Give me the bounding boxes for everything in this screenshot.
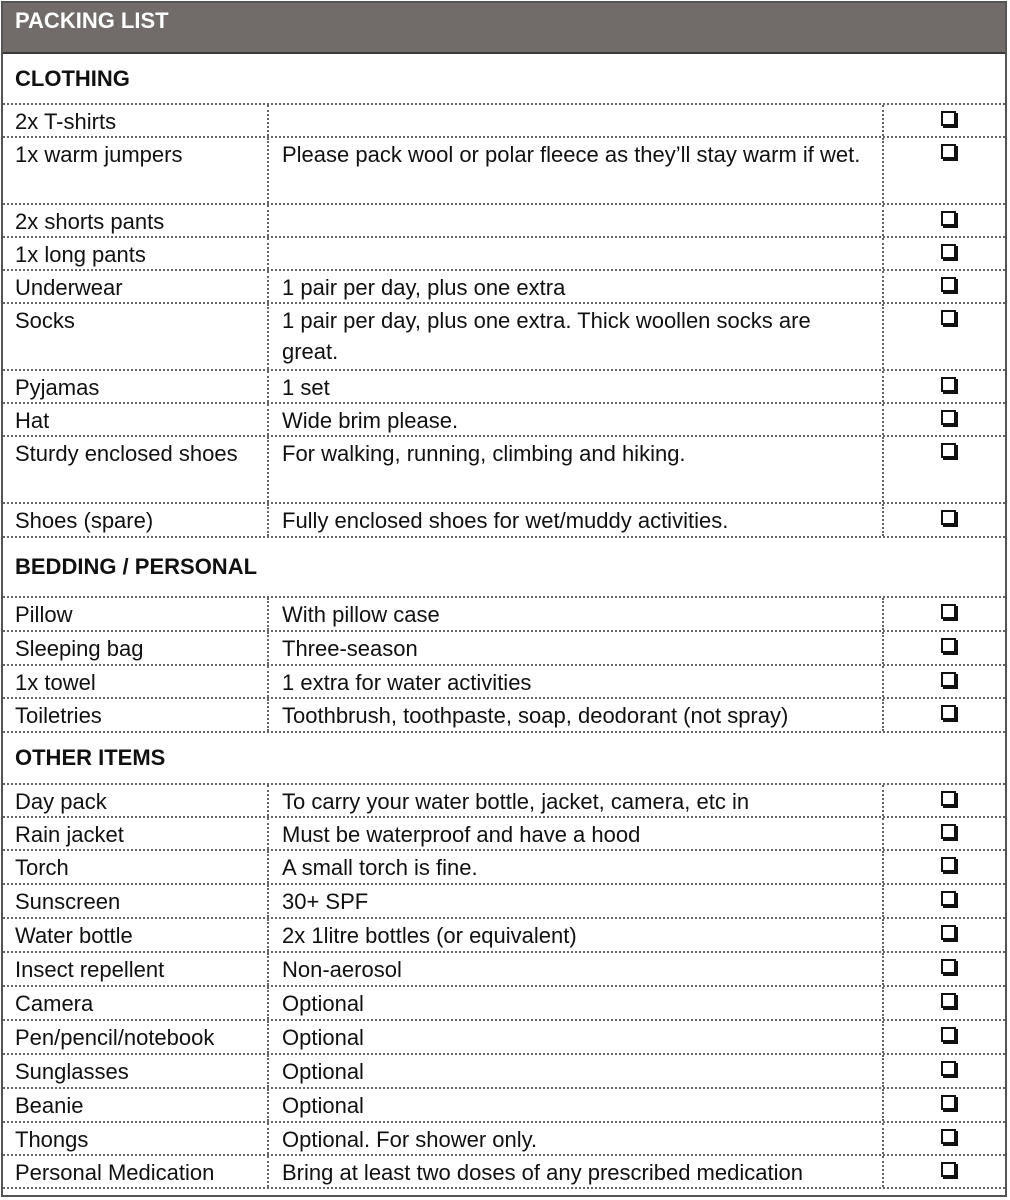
table-row [3,138,1005,205]
item-note: 1 extra for water activities [269,666,884,697]
item-name: Sleeping bag [3,632,269,664]
table-row [3,699,1005,733]
item-name: Hat [3,404,269,435]
table-row [3,919,1005,953]
checkbox-cell [884,666,1005,697]
checkbox-icon[interactable] [941,791,956,806]
checkbox-icon[interactable] [941,604,956,619]
item-name: Beanie [3,1089,269,1121]
item-note [269,205,884,236]
table-row [3,1089,1005,1123]
item-name: Torch [3,851,269,883]
table-row [3,1123,1005,1156]
checkbox-icon[interactable] [941,857,956,872]
checkbox-icon[interactable] [941,891,956,906]
table-row [3,885,1005,919]
item-name: Rain jacket [3,818,269,849]
item-note: Must be waterproof and have a hood [269,818,884,849]
table-row [3,818,1005,851]
item-name: 1x towel [3,666,269,697]
checkbox-cell [884,105,1005,136]
item-note: 1 pair per day, plus one extra. Thick woollen socks are great. [269,304,884,369]
checkbox-icon[interactable] [941,377,956,392]
item-note: 2x 1litre bottles (or equivalent) [269,919,884,951]
checkbox-icon[interactable] [941,925,956,940]
packing-list-table [1,1,1007,1197]
table-row [3,271,1005,304]
checkbox-cell [884,1123,1005,1154]
checkbox-icon[interactable] [941,959,956,974]
section-heading: OTHER ITEMS [3,733,1005,785]
item-note: Optional [269,987,884,1019]
checkbox-icon[interactable] [941,672,956,687]
checkbox-cell [884,304,1005,369]
item-note: Optional [269,1089,884,1121]
item-note: A small torch is fine. [269,851,884,883]
checkbox-icon[interactable] [941,1027,956,1042]
item-note: 30+ SPF [269,885,884,917]
item-name: Water bottle [3,919,269,951]
checkbox-cell [884,238,1005,269]
item-note: Optional [269,1021,884,1053]
table-row [3,371,1005,404]
item-name: 1x long pants [3,238,269,269]
section-heading: CLOTHING [3,54,1005,105]
item-note: 1 pair per day, plus one extra [269,271,884,302]
table-row [3,598,1005,632]
item-name: 1x warm jumpers [3,138,269,203]
item-name: Pillow [3,598,269,630]
checkbox-cell [884,785,1005,816]
table-body [3,54,1005,1189]
item-name: Shoes (spare) [3,504,269,536]
item-name: Underwear [3,271,269,302]
item-note: 1 set [269,371,884,402]
checkbox-icon[interactable] [941,638,956,653]
table-row [3,504,1005,538]
page-title: PACKING LIST [3,3,1005,54]
table-row [3,404,1005,437]
checkbox-cell [884,851,1005,883]
item-name: Insect repellent [3,953,269,985]
checkbox-icon[interactable] [941,277,956,292]
table-row [3,437,1005,504]
checkbox-cell [884,632,1005,664]
checkbox-icon[interactable] [941,211,956,226]
item-note: Non-aerosol [269,953,884,985]
item-note: Bring at least two doses of any prescribed medication [269,1156,884,1187]
item-name: Sunglasses [3,1055,269,1087]
checkbox-cell [884,404,1005,435]
table-row [3,1021,1005,1055]
checkbox-cell [884,699,1005,731]
item-name: Day pack [3,785,269,816]
checkbox-icon[interactable] [941,443,956,458]
item-note: Fully enclosed shoes for wet/muddy activities. [269,504,884,536]
item-name: Toiletries [3,699,269,731]
item-note: With pillow case [269,598,884,630]
item-note: Optional [269,1055,884,1087]
checkbox-icon[interactable] [941,705,956,720]
checkbox-icon[interactable] [941,510,956,525]
checkbox-cell [884,1156,1005,1187]
item-note: Toothbrush, toothpaste, soap, deodorant (not spray) [269,699,884,731]
checkbox-cell [884,818,1005,849]
table-row [3,632,1005,666]
table-row [3,953,1005,987]
checkbox-cell [884,504,1005,536]
item-name: Pen/pencil/notebook [3,1021,269,1053]
item-name: Pyjamas [3,371,269,402]
checkbox-icon[interactable] [941,111,956,126]
item-note [269,238,884,269]
checkbox-icon[interactable] [941,244,956,259]
table-row [3,238,1005,271]
checkbox-icon[interactable] [941,1129,956,1144]
table-row [3,304,1005,371]
checkbox-cell [884,919,1005,951]
checkbox-cell [884,1021,1005,1053]
item-name: Thongs [3,1123,269,1154]
table-row [3,1055,1005,1089]
checkbox-cell [884,953,1005,985]
checkbox-icon[interactable] [941,144,956,159]
checkbox-icon[interactable] [941,1162,956,1177]
item-name: Socks [3,304,269,369]
table-row [3,851,1005,885]
item-name: 2x shorts pants [3,205,269,236]
checkbox-icon[interactable] [941,993,956,1008]
checkbox-cell [884,371,1005,402]
checkbox-cell [884,138,1005,203]
checkbox-icon[interactable] [941,824,956,839]
checkbox-icon[interactable] [941,310,956,325]
checkbox-icon[interactable] [941,410,956,425]
checkbox-cell [884,987,1005,1019]
checkbox-cell [884,598,1005,630]
item-name: 2x T-shirts [3,105,269,136]
item-note: Please pack wool or polar fleece as they’ll stay warm if wet. [269,138,884,203]
item-note: Optional. For shower only. [269,1123,884,1154]
table-row [3,785,1005,818]
table-row [3,666,1005,699]
item-name: Sunscreen [3,885,269,917]
item-name: Sturdy enclosed shoes [3,437,269,502]
section-heading: BEDDING / PERSONAL [3,538,1005,598]
checkbox-icon[interactable] [941,1061,956,1076]
table-row [3,205,1005,238]
item-note [269,105,884,136]
table-row [3,105,1005,138]
item-note: Wide brim please. [269,404,884,435]
checkbox-cell [884,1089,1005,1121]
checkbox-cell [884,437,1005,502]
item-note: For walking, running, climbing and hiking. [269,437,884,502]
table-row [3,1156,1005,1189]
checkbox-cell [884,205,1005,236]
item-note: Three-season [269,632,884,664]
item-note: To carry your water bottle, jacket, camera, etc in [269,785,884,816]
item-name: Personal Medication [3,1156,269,1187]
checkbox-cell [884,271,1005,302]
table-row [3,987,1005,1021]
checkbox-icon[interactable] [941,1095,956,1110]
checkbox-cell [884,885,1005,917]
item-name: Camera [3,987,269,1019]
checkbox-cell [884,1055,1005,1087]
